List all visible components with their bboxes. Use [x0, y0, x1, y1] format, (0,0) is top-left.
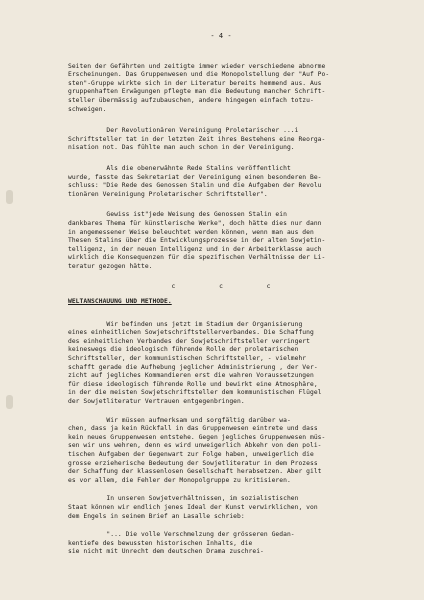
section-paragraph-1: Wir befinden uns jetzt im Stadium der Organisierung eines einheitlichen Sowjetschriftstellerverbandes. Die Schaffung des einheitlichen Verbandes der Sowjetschriftsteller verringert keineswegs die ideologisch führende Rolle der proletarischen Schriftsteller, der kommunistischen Schriftsteller, - vielmehr schafft gerade die Aufhebung jeglicher Administrierung , der Ver- zicht auf jegliches Kommandieren erst die wahren Voraussetzungen für diese ideologisch führende Rolle und bewirkt eine Atmosphäre, in der die meisten Sowjetschriftsteller dem kommunistischen Flügel der Sowjetliteratur Vertrauen entgegenbringen. — [68, 320, 322, 405]
paragraph-2: Der Revolutionären Vereinigung Proletarischer ...i Schriftsteller tat in der letzten Zeit ihres Bestehens eine Reorga- nisation not. Das fühlte man auch schon in der Vereinigung. — [68, 127, 326, 152]
paragraph-4: Gewiss ist"jede Weisung des Genossen Stalin ein dankbares Thema für künstlerische Werke", doch hätte dies nur dann in angemessener Weise beleuchtet werden können, wenn man aus den Thesen Stalins über die Entwicklungsprozesse in der alten Sowjetin- telligenz, in der neuen Intelligenz und in der Arbeiterklasse auch wirklich die Konsequenzen für die spezifischen Verhältnisse der Li- teratur gezogen hätte. — [68, 211, 326, 270]
paragraph-3: Als die obenerwähnte Rede Stalins veröffentlicht wurde, fasste das Sekretariat der Vereinigung einen besonderen Be- schluss: "Die Rede des Genossen Stalin und die Aufgaben der Revolu tionären Vereinigung Proletarischer Schriftsteller". — [68, 164, 322, 198]
section-paragraph-2: Wir müssen aufmerksam und sorgfältig darüber wa- chen, dass ja kein Rückfall in das Gruppenwesen eintrete und dass kein neues Gruppenwesen entstehe. Gegen jegliches Gruppenwesen müs- sen wir uns wehren, denn es wird unweigerlich Abkehr von den poli- tischen Aufgaben der Gegenwart zur Folge haben, unweigerlich die grosse erzieherische Bedeutung der Sowjetliteratur in dem Prozess der Schaffung der klassenlosen Gesellschaft herabsetzen. Aber gilt es vor allem, die Fehler der Monopolgruppe zu kritisieren. — [68, 416, 326, 484]
section-paragraph-3: In unseren Sowjetverhältnissen, im sozialistischen Staat können wir endlich jenes Ideal der Kunst verwirklichen, von dem Engels in seinem Brief an Lasalle schrieb: — [68, 495, 318, 520]
paragraph-1: Seiten der Gefährten und zeitigte immer wieder verschiedene abnorme Erscheinungen. Das Gruppenwesen und die Monopolstellung der "Auf Po- sten"-Gruppe wirkte sich in der Literatur bereits hemmend aus. Aus gruppenhaften Erwägungen pflegte man die Bedeutung mancher Schrift- steller übermässig aufzubauschen, andere hingegen einfach totzu- schweigen. — [68, 62, 330, 113]
hole-punch-top — [6, 190, 13, 204]
quotation: "... Die volle Verschmelzung der grösseren Gedan- kentiefe des bewussten historischen Inhalts, die sie nicht mit Unrecht dem deutschen Drama zuschrei- — [68, 531, 295, 556]
page-number: - 4 - — [210, 32, 232, 40]
section-separator: c c c — [171, 283, 291, 291]
section-title: WELTANSCHAUUNG UND METHODE. — [68, 298, 172, 306]
hole-punch-bottom — [6, 395, 13, 409]
